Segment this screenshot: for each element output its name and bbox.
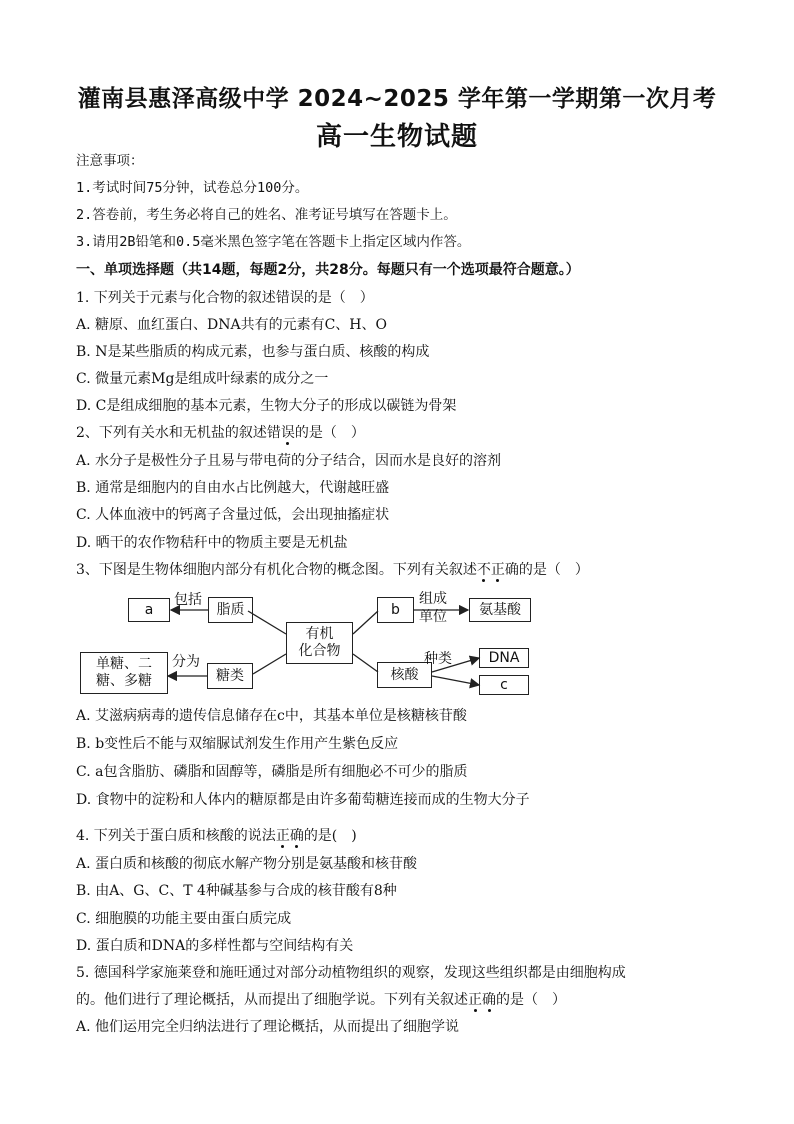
option-b: B. 由A、G、C、T 4种碱基参与合成的核苷酸有8种 <box>76 883 397 899</box>
node-organic-compound: 有机 化合物 <box>286 622 353 664</box>
option-c: C. 细胞膜的功能主要由蛋白质完成 <box>76 911 292 927</box>
option-d: D. 蛋白质和DNA的多样性都与空间结构有关 <box>76 938 354 954</box>
option-b: B. N是某些脂质的构成元素，也参与蛋白质、核酸的构成 <box>76 344 430 360</box>
node-c: c <box>479 675 529 695</box>
edge-label-compose-unit: 组成 单位 <box>419 591 447 625</box>
question-stem-line: 的。他们进行了理论概括，从而提出了细胞学说。下列有关叙述正确的是（ ） <box>76 992 566 1008</box>
option-d: D. C是组成细胞的基本元素，生物大分子的形成以碳链为骨架 <box>76 398 457 414</box>
option-a: A. 水分子是极性分子且易与带电荷的分子结合，因而水是良好的溶剂 <box>76 453 502 469</box>
question-stem: 3、下图是生物体细胞内部分有机化合物的概念图。下列有关叙述不正确的是（ ） <box>76 562 589 578</box>
question-stem-line: 5. 德国科学家施莱登和施旺通过对部分动植物组织的观察，发现这些组织都是由细胞构成 <box>76 965 626 981</box>
edge-label-divide: 分为 <box>172 654 200 670</box>
node-b: b <box>377 597 414 623</box>
option-d: D. 食物中的淀粉和人体内的糖原都是由许多葡萄糖连接而成的生物大分子 <box>76 792 530 808</box>
note-item: 1.考试时间75分钟，试卷总分100分。 <box>76 180 309 196</box>
emphasis-dot-text: 正 <box>275 828 290 844</box>
emphasis-dot-text: 确 <box>289 828 304 844</box>
node-amino-acid: 氨基酸 <box>469 598 531 622</box>
option-a: A. 艾滋病病毒的遗传信息储存在c中，其基本单位是核糖核苷酸 <box>76 708 467 724</box>
emphasis-dot-text: 正 <box>490 562 505 578</box>
exam-subtitle: 高一生物试题 <box>315 122 478 152</box>
node-lipid: 脂质 <box>208 597 253 623</box>
option-a: A. 糖原、血红蛋白、DNA共有的元素有C、H、O <box>76 317 387 333</box>
option-c: C. 微量元素Mg是组成叶绿素的成分之一 <box>76 371 329 387</box>
note-item: 3.请用2B铅笔和0.5毫米黑色签字笔在答题卡上指定区域内作答。 <box>76 234 471 250</box>
emphasis-dot-text: 正 <box>468 992 482 1008</box>
node-sugar-types: 单糖、二 糖、多糖 <box>80 652 168 694</box>
option-c: C. a包含脂肪、磷脂和固醇等，磷脂是所有细胞必不可少的脂质 <box>76 764 468 780</box>
option-d: D. 晒干的农作物秸秆中的物质主要是无机盐 <box>76 535 348 551</box>
option-a: A. 他们运用完全归纳法进行了理论概括，从而提出了细胞学说 <box>76 1019 460 1035</box>
question-stem: 1. 下列关于元素与化合物的叙述错误的是（ ） <box>76 290 374 306</box>
option-b: B. 通常是细胞内的自由水占比例越大，代谢越旺盛 <box>76 480 390 496</box>
exam-title: 灌南县惠泽高级中学 2024~2025 学年第一学期第一次月考 <box>77 86 717 112</box>
emphasis-dot-text: 误 <box>280 425 295 441</box>
option-a: A. 蛋白质和核酸的彻底水解产物分别是氨基酸和核苷酸 <box>76 856 418 872</box>
node-sugar: 糖类 <box>207 663 253 689</box>
option-c: C. 人体血液中的钙离子含量过低，会出现抽搐症状 <box>76 507 390 523</box>
node-dna: DNA <box>479 648 529 668</box>
emphasis-dot-text: 确 <box>482 992 496 1008</box>
question-stem: 2、下列有关水和无机盐的叙述错误的是（ ） <box>76 425 365 441</box>
edge-label-kinds: 种类 <box>424 651 452 667</box>
section-heading: 一、单项选择题（共14题，每题2分，共28分。每题只有一个选项最符合题意。） <box>76 262 580 278</box>
emphasis-dot-text: 不 <box>476 562 491 578</box>
node-a: a <box>128 598 170 622</box>
note-item: 2.答卷前，考生务必将自己的姓名、准考证号填写在答题卡上。 <box>76 207 457 223</box>
question-stem: 4. 下列关于蛋白质和核酸的说法正确的是( ) <box>76 828 357 844</box>
edge-label-include: 包括 <box>174 592 202 608</box>
notes-heading: 注意事项： <box>76 153 144 169</box>
node-nucleic-acid: 核酸 <box>377 662 432 688</box>
option-b: B. b变性后不能与双缩脲试剂发生作用产生紫色反应 <box>76 736 399 752</box>
concept-map-diagram <box>76 590 536 698</box>
